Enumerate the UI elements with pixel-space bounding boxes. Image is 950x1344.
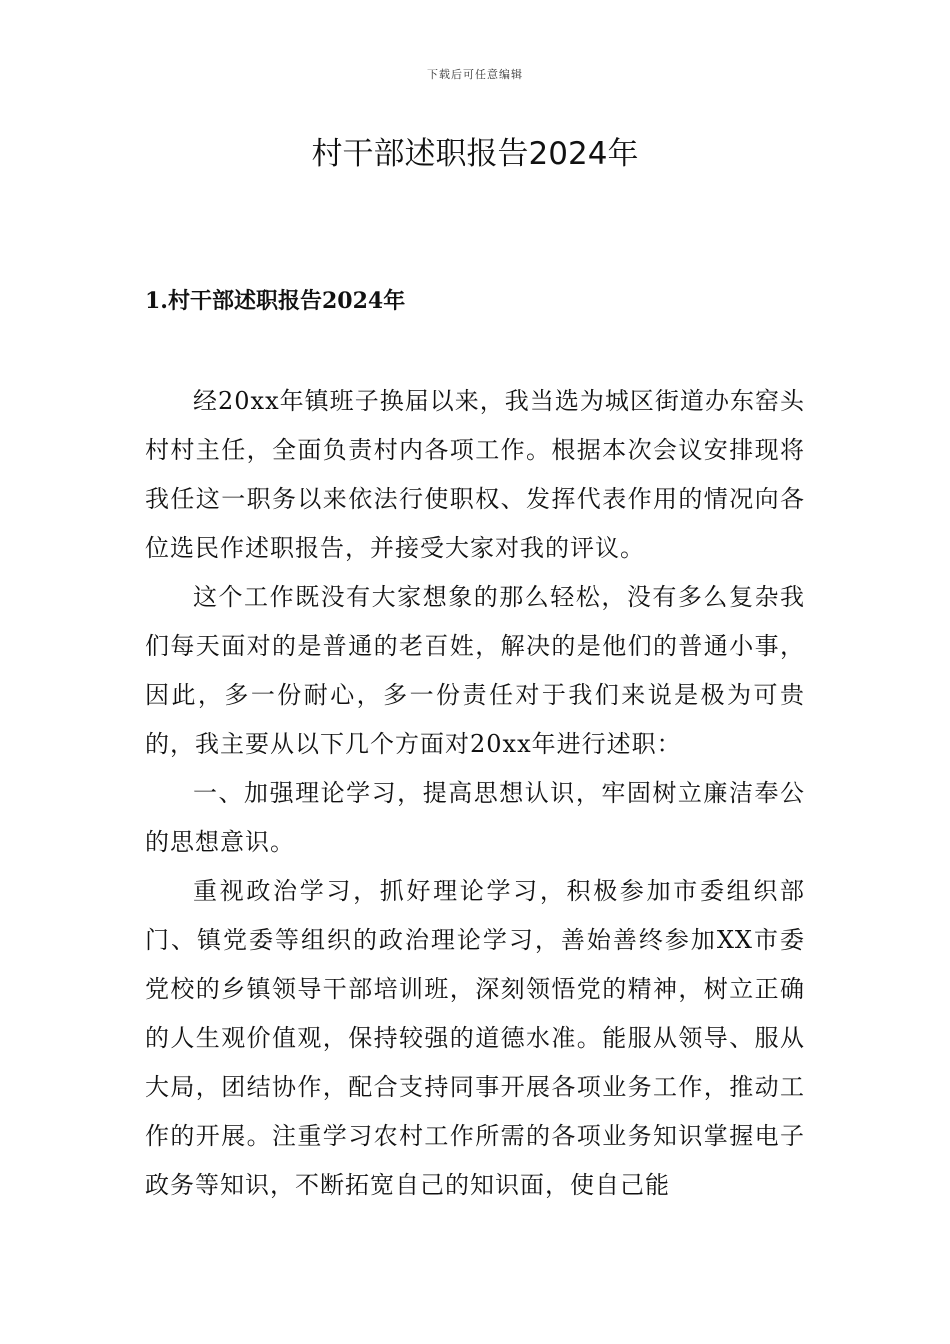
document-title: 村干部述职报告2024年 <box>311 136 639 172</box>
paragraph: 经20xx年镇班子换届以来，我当选为城区街道办东窑头村村主任，全面负责村内各项工作。根据本次会议安排现将我任这一职务以来依法行使职权、发挥代表作用的情况向各位选民作述职报告，并接受大家对我的评议。 <box>145 387 805 562</box>
header-note: 下载后可任意编辑 <box>427 68 523 81</box>
paragraph: 一、加强理论学习，提高思想认识，牢固树立廉洁奉公的思想意识。 <box>145 779 805 856</box>
document-body <box>145 377 805 1210</box>
paragraph: 重视政治学习，抓好理论学习，积极参加市委组织部门、镇党委等组织的政治理论学习，善始善终参加XX市委党校的乡镇领导干部培训班，深刻领悟党的精神，树立正确的人生观价值观，保持较强的道德水准。能服从领导、服从大局，团结协作，配合支持同事开展各项业务工作，推动工作的开展。注重学习农村工作所需的各项业务知识掌握电子政务等知识，不断拓宽自己的知识面，使自己能 <box>145 877 805 1199</box>
section-heading: 1.村干部述职报告2024年 <box>145 288 406 314</box>
paragraph: 这个工作既没有大家想象的那么轻松，没有多么复杂我们每天面对的是普通的老百姓，解决的是他们的普通小事，因此，多一份耐心，多一份责任对于我们来说是极为可贵的，我主要从以下几个方面对20xx年进行述职： <box>145 583 805 758</box>
